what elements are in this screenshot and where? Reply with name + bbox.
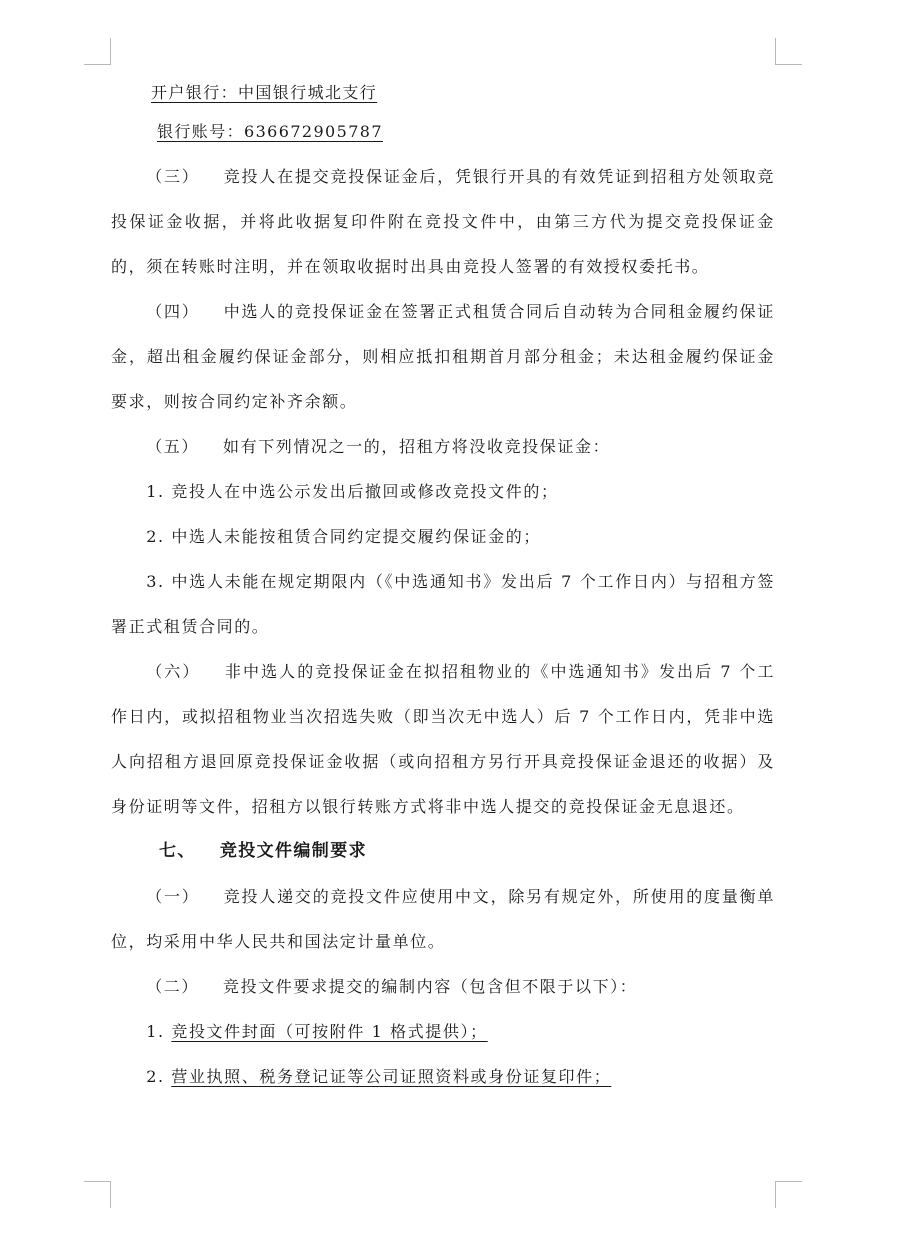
section-7-paragraph-2-label: （二） — [146, 977, 199, 996]
contents-list-item-2-number: 2. — [146, 1067, 165, 1086]
paragraph-6 — [111, 649, 775, 829]
section-7-title: 竞投文件编制要求 — [219, 841, 368, 861]
forfeit-item-1: 1. 竞投人在中选公示发出后撤回或修改竞投文件的； — [146, 482, 559, 501]
paragraph-4-text: 中选人的竞投保证金在签署正式租赁合同后自动转为合同租金履约保证金，超出租金履约保证金部分，则相应抵扣租期首月部分租金；未达租金履约保证金要求，则按合同约定补齐余额。 — [111, 302, 775, 411]
paragraph-4-label: （四） — [146, 302, 200, 321]
bank-account-line: 银行账号：636672905787 — [157, 122, 383, 141]
page-corner-mark-bottom-right — [775, 1181, 802, 1208]
paragraph-5-text: 如有下列情况之一的，招租方将没收竞投保证金： — [223, 437, 611, 456]
section-7-paragraph-2-text: 竞投文件要求提交的编制内容（包含但不限于以下）： — [223, 977, 638, 996]
bank-name-line: 开户银行：中国银行城北支行 — [151, 83, 378, 102]
page-corner-mark-top-left — [84, 38, 111, 65]
contents-list-item-2-text: 营业执照、税务登记证等公司证照资料或身份证复印件； — [171, 1067, 612, 1086]
paragraph-5 — [111, 424, 775, 469]
paragraph-4 — [111, 289, 775, 424]
page-corner-mark-bottom-left — [84, 1181, 111, 1208]
paragraph-5-label: （五） — [146, 437, 199, 456]
section-7-number: 七、 — [159, 841, 196, 861]
paragraph-3 — [111, 154, 775, 289]
paragraph-6-label: （六） — [146, 662, 201, 681]
paragraph-6-text: 非中选人的竞投保证金在拟招租物业的《中选通知书》发出后 7 个工作日内，或拟招租物业当次招选失败（即当次无中选人）后 7 个工作日内，凭非中选人向招租方退回原竞投保证金收据（或向招租方另行开具竞投保证金退还的收据）及身份证明等文件，招租方以银行转账方式将非中选人提交的竞投保证金无息退还。 — [111, 662, 775, 816]
document-page — [111, 70, 775, 1099]
paragraph-3-text: 竞投人在提交竞投保证金后，凭银行开具的有效凭证到招租方处领取竞投保证金收据，并将此收据复印件附在竞投文件中，由第三方代为提交竞投保证金的，须在转账时注明，并在领取收据时出具由竞投人签署的有效授权委托书。 — [111, 167, 775, 276]
section-7-paragraph-2 — [111, 964, 775, 1009]
page-corner-mark-top-right — [775, 38, 802, 65]
section-7-paragraph-1 — [111, 874, 775, 964]
contents-list-item-1-number: 1. — [146, 1022, 165, 1041]
forfeit-item-2: 2. 中选人未能按租赁合同约定提交履约保证金的； — [146, 527, 541, 546]
section-7-paragraph-1-text: 竞投人递交的竞投文件应使用中文，除另有规定外，所使用的度量衡单位，均采用中华人民共和国法定计量单位。 — [111, 887, 775, 951]
paragraph-3-label: （三） — [146, 167, 200, 186]
contents-list-item-1 — [111, 1009, 775, 1054]
section-7-paragraph-1-label: （一） — [146, 887, 200, 906]
section-7-heading — [111, 829, 775, 874]
contents-list-item-2 — [111, 1054, 775, 1099]
forfeit-item-3: 3. 中选人未能在规定期限内（《中选通知书》发出后 7 个工作日内）与招租方签署正式租赁合同的。 — [111, 572, 775, 636]
contents-list-item-1-text: 竞投文件封面（可按附件 1 格式提供）； — [171, 1022, 488, 1041]
